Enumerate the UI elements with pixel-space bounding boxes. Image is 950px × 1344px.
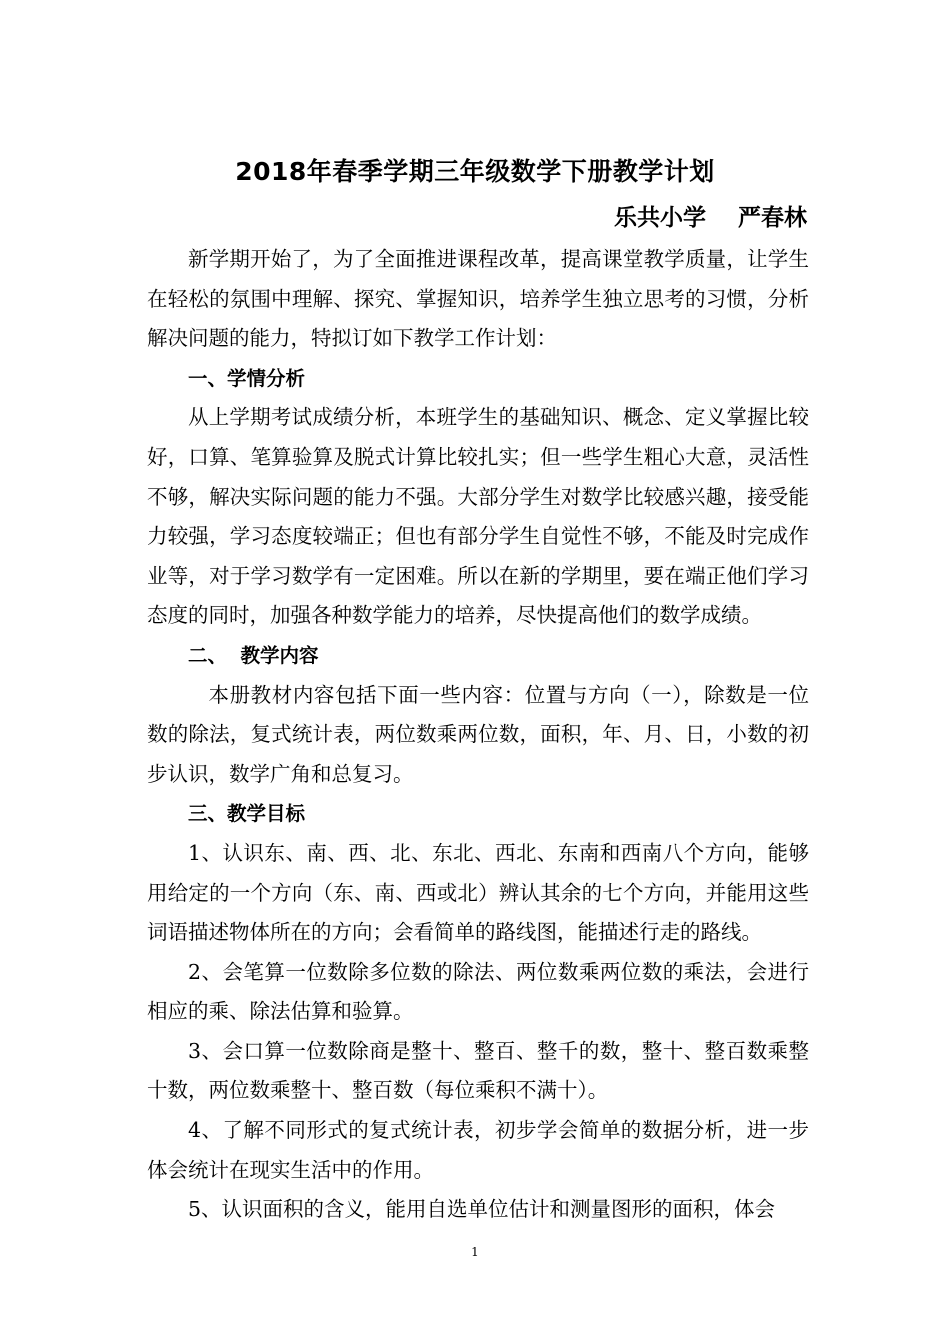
section-heading-analysis: 一、学情分析 <box>187 366 305 390</box>
intro-paragraph: 新学期开始了，为了全面推进课程改革，提高课堂教学质量，让学生在轻松的氛围中理解、探究、掌握知识，培养学生独立思考的习惯，分析解决问题的能力，特拟订如下教学工作计划： <box>147 247 809 351</box>
goal-item: 1、认识东、南、西、北、东北、西北、东南和西南八个方向，能够用给定的一个方向（东、南、西或北）辨认其余的七个方向，并能用这些词语描述物体所在的方向；会看简单的路线图，能描述行走的路线。 <box>147 840 809 945</box>
section-heading-goals: 三、教学目标 <box>187 802 305 826</box>
goal-item: 2、会笔算一位数除多位数的除法、两位数乘两位数的乘法，会进行相应的乘、除法估算和验算。 <box>147 959 809 1024</box>
goal-item: 5、认识面积的含义，能用自选单位估计和测量图形的面积，体会 <box>188 1197 776 1222</box>
section-heading-content: 二、 教学内容 <box>187 643 319 667</box>
document-body <box>147 240 809 1230</box>
goal-item: 3、会口算一位数除商是整十、整百、整千的数，整十、整百数乘整十数，两位数乘整十、整百数（每位乘积不满十）。 <box>147 1038 809 1103</box>
section-paragraph-content: 本册教材内容包括下面一些内容：位置与方向（一），除数是一位数的除法，复式统计表，两位数乘两位数，面积，年、月、日，小数的初步认识，数学广角和总复习。 <box>147 682 809 786</box>
document-title: 2018年春季学期三年级数学下册教学计划 <box>235 157 715 186</box>
author-line: 乐共小学 严春林 <box>613 205 807 231</box>
section-paragraph-analysis: 从上学期考试成绩分析，本班学生的基础知识、概念、定义掌握比较好，口算、笔算验算及脱式计算比较扎实；但一些学生粗心大意，灵活性不够，解决实际问题的能力不强。大部分学生对数学比较感兴趣，接受能力较强，学习态度较端正；但也有部分学生自觉性不够，不能及时完成作业等，对于学习数学有一定困难。所以在新的学期里，要在端正他们学习态度的同时，加强各种数学能力的培养，尽快提高他们的数学成绩。 <box>147 405 809 628</box>
page-number: 1 <box>471 1245 479 1259</box>
goal-item: 4、了解不同形式的复式统计表，初步学会简单的数据分析，进一步体会统计在现实生活中的作用。 <box>147 1118 809 1182</box>
